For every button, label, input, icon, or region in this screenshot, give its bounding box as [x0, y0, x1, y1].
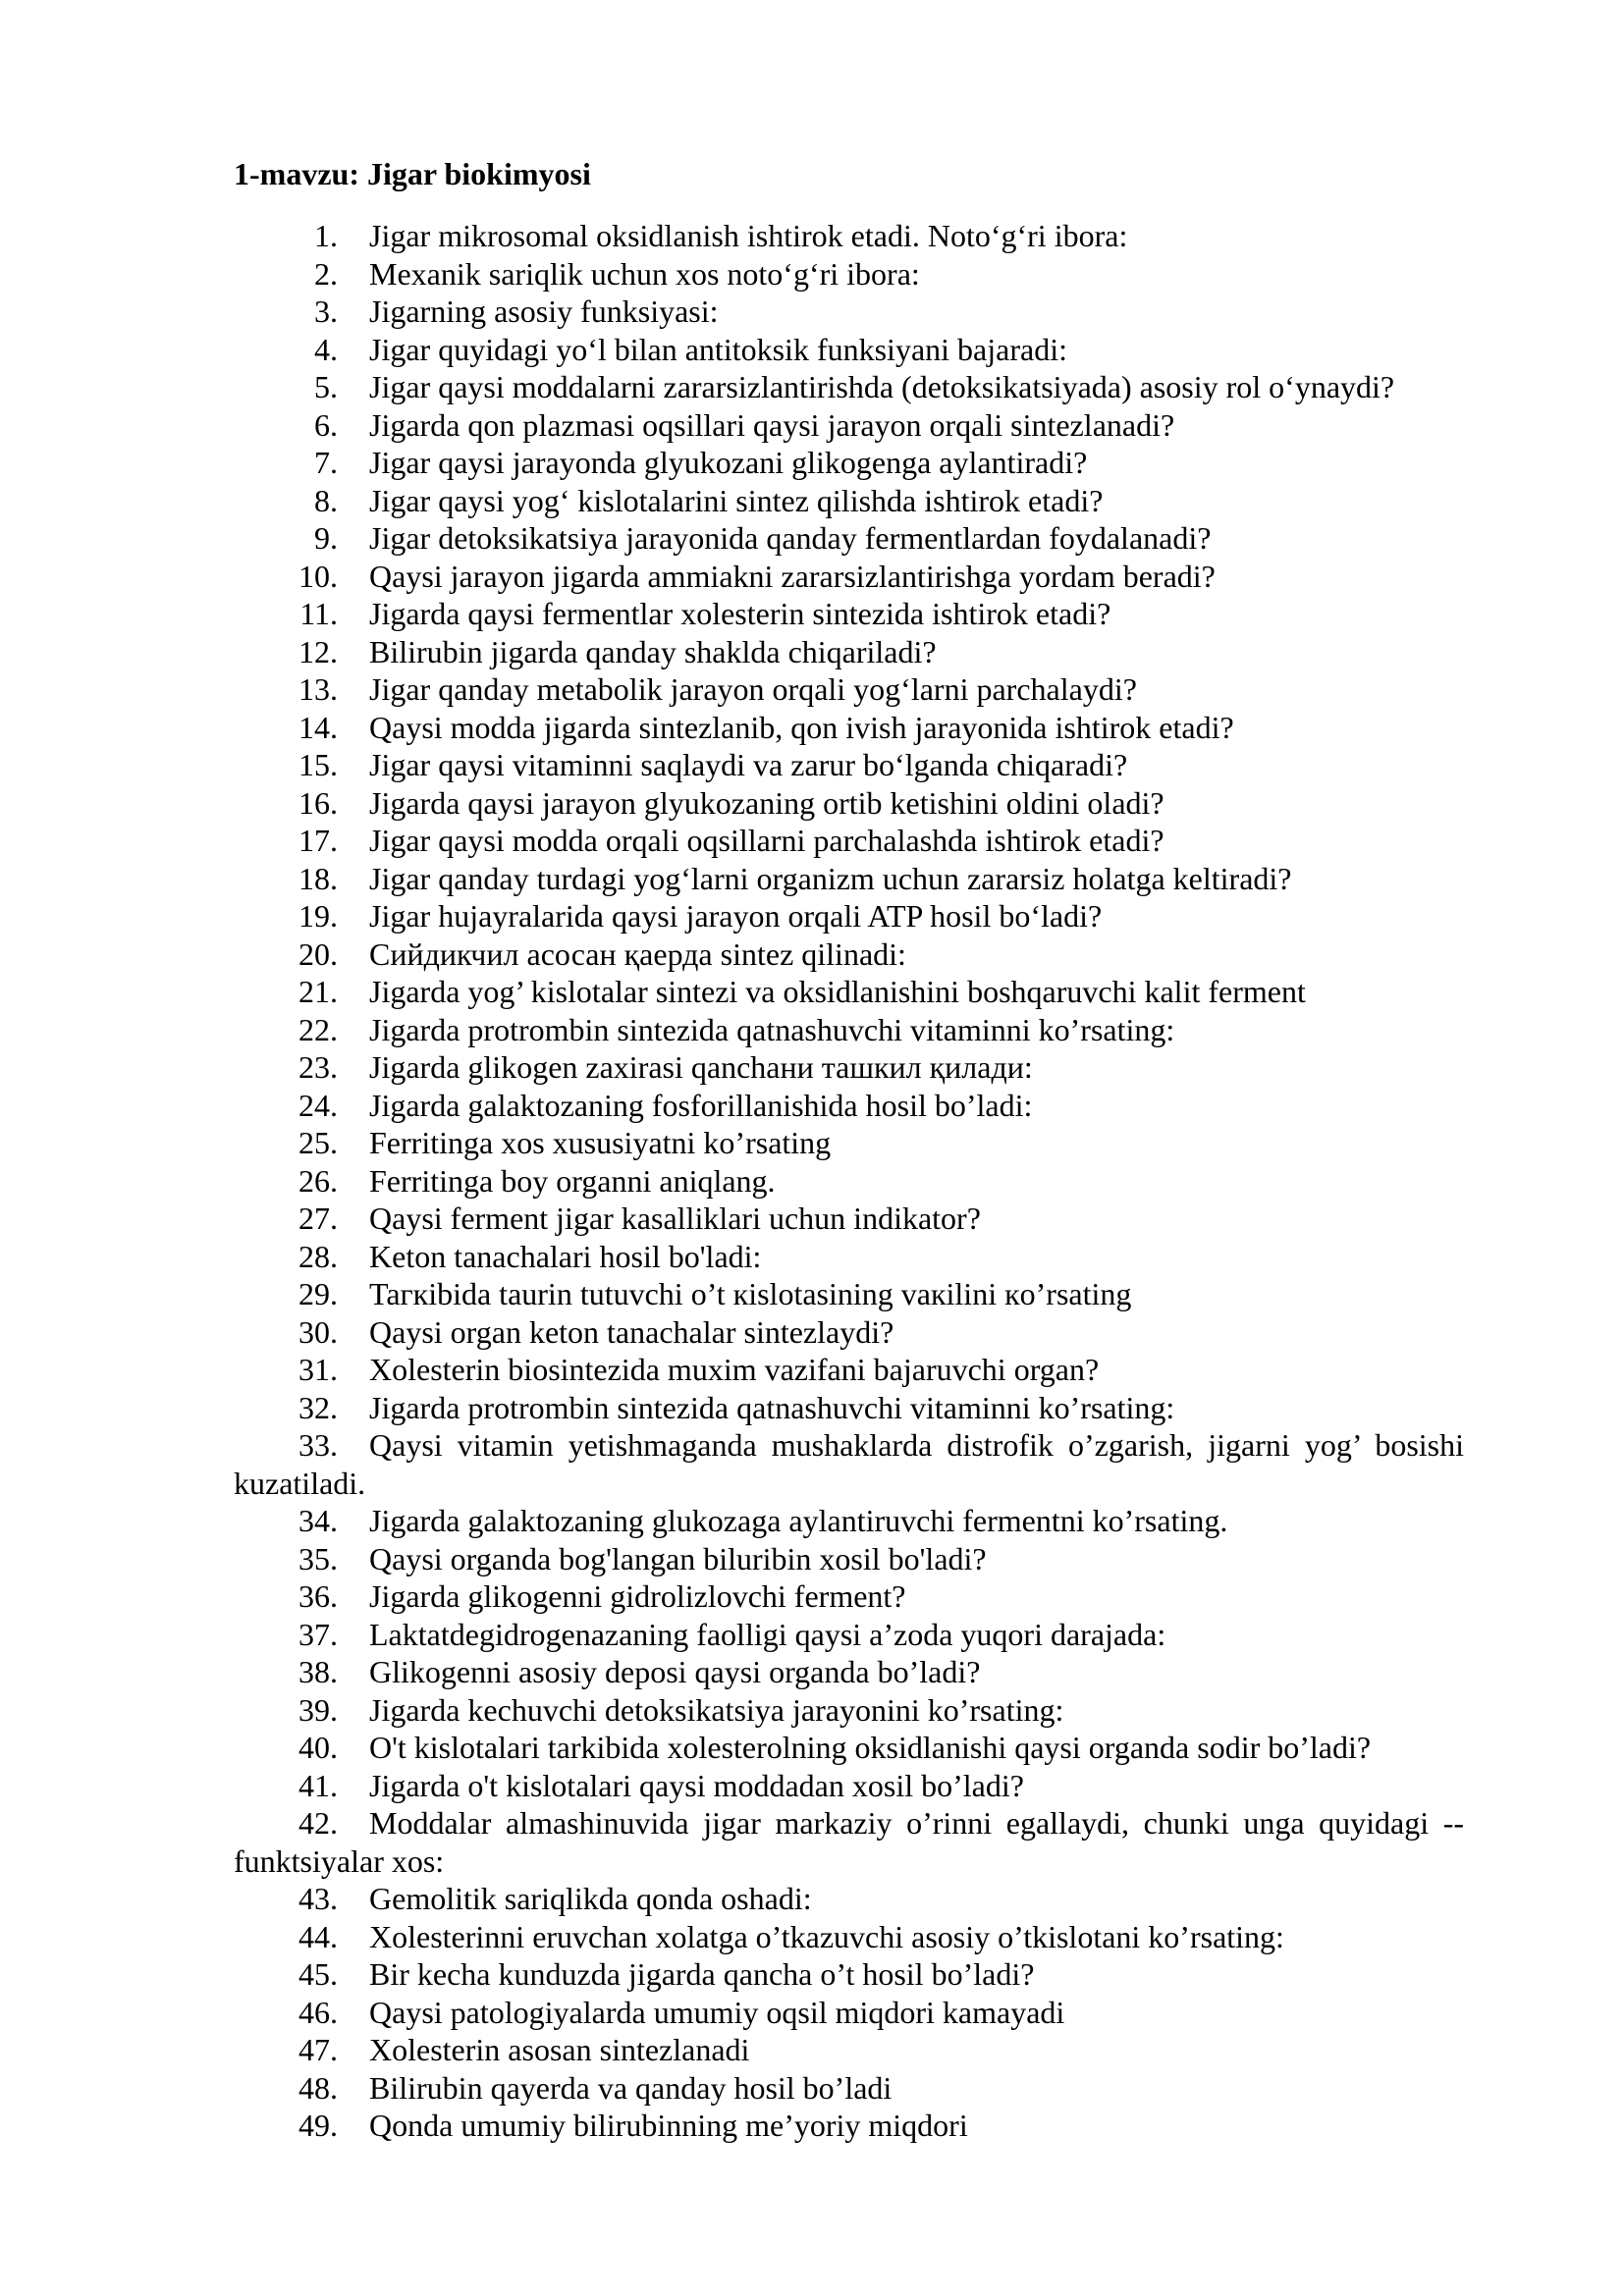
- question-item: [0, 1767, 1624, 1805]
- question-text-line: Qaysi vitamin yetishmaganda mushaklarda distrofik o’zgarish, jigarni yog’ bosishi: [369, 1427, 1464, 1463]
- question-text: [369, 897, 1102, 935]
- question-number: 14.: [298, 709, 338, 745]
- question-item: [0, 1616, 1624, 1654]
- question-number: 28.: [298, 1238, 338, 1274]
- question-item: [0, 1011, 1624, 1049]
- question-text-line: Jigarda protrombin sintezida qatnashuvchi vitaminni ko’rsating:: [369, 1011, 1175, 1047]
- question-number: 5.: [314, 369, 338, 404]
- question-item: [0, 2069, 1624, 2108]
- question-text: [369, 519, 1211, 558]
- question-item: [0, 1124, 1624, 1162]
- question-item: [0, 822, 1624, 860]
- question-text-line: Jigarda glikogen zaxirasi qanchани ташкил қилади:: [369, 1049, 1033, 1085]
- question-text: [369, 1880, 812, 1918]
- question-text-line: Jigarda o't kislotalari qaysi moddadan xosil bo’ladi?: [369, 1767, 1024, 1803]
- question-text: [369, 1351, 1099, 1389]
- question-item: [0, 935, 1624, 974]
- question-text: [369, 1691, 1063, 1730]
- question-text-line: Laktatdegidrogenazaning faolligi qaysi a’zoda yuqori darajada:: [369, 1616, 1166, 1652]
- question-text-line: Qonda umumiy bilirubinning me’yoriy miqdori: [369, 2108, 968, 2143]
- question-item: [0, 1200, 1624, 1238]
- question-item: [0, 1918, 1624, 1956]
- question-number: 1.: [314, 218, 338, 253]
- question-text: [369, 1200, 981, 1238]
- question-text-line: Jigar qanday turdagi yog‘larni organizm uchun zararsiz holatga keltiradi?: [369, 860, 1292, 896]
- question-number: 24.: [298, 1087, 338, 1123]
- question-number: 29.: [298, 1276, 338, 1311]
- question-item: [0, 1691, 1624, 1730]
- question-item: [0, 444, 1624, 482]
- question-number: 45.: [298, 1956, 338, 1992]
- question-number: 32.: [298, 1389, 338, 1425]
- question-item: [0, 1238, 1624, 1276]
- question-number: 17.: [298, 823, 338, 858]
- question-text: [369, 1577, 906, 1616]
- question-text-line: Bilirubin qayerda va qanday hosil bo’ladi: [369, 2069, 893, 2106]
- question-text: [369, 2031, 749, 2069]
- question-text: [369, 2107, 968, 2145]
- question-text: [369, 1389, 1174, 1427]
- question-number: 10.: [298, 558, 338, 594]
- question-item: [0, 860, 1624, 898]
- question-item: [0, 973, 1624, 1011]
- question-text-line: Jigarda qaysi fermentlar xolesterin sintezida ishtirok etadi?: [369, 596, 1111, 631]
- question-item: [0, 1426, 1624, 1502]
- question-text: [369, 935, 906, 974]
- question-text: [369, 1540, 987, 1578]
- question-item: [0, 293, 1624, 331]
- question-number: 18.: [298, 860, 338, 896]
- question-item: [0, 709, 1624, 747]
- question-item: [0, 670, 1624, 709]
- question-text-continuation: kuzatiladi.: [234, 1465, 366, 1501]
- question-text-line: Bilirubin jigarda qanday shaklda chiqariladi?: [369, 633, 937, 669]
- question-number: 30.: [298, 1313, 338, 1350]
- question-text-line: Jigar qaysi vitaminni saqlaydi va zarur bo‘lganda chiqaradi?: [369, 747, 1128, 782]
- question-text-line: Jigarda kechuvchi detoksikatsiya jarayonini ko’rsating:: [369, 1691, 1064, 1728]
- question-text: [369, 1162, 776, 1201]
- question-number: 36.: [298, 1578, 338, 1614]
- question-number: 19.: [298, 898, 338, 934]
- question-text: [369, 709, 1234, 747]
- question-text-line: Jigar qaysi moddalarni zararsizlantirishda (detoksikatsiyada) asosiy rol o‘ynaydi?: [369, 369, 1395, 404]
- question-text-line: Gemolitik sariqlikda qonda oshadi:: [369, 1881, 812, 1916]
- question-text: [369, 331, 1067, 369]
- question-number: 22.: [298, 1011, 338, 1047]
- question-number: 41.: [298, 1767, 338, 1803]
- question-list: [0, 217, 1624, 2145]
- question-item: [0, 1577, 1624, 1616]
- question-text-line: Qaysi modda jigarda sintezlanib, qon ivish jarayonida ishtirok etadi?: [369, 709, 1234, 745]
- question-text-line: Bir kecha kunduzda jigarda qancha o’t hosil bo’ladi?: [369, 1956, 1035, 1992]
- question-text-line: Сийдикчил асосан қаерда sintez qilinadi:: [369, 935, 906, 972]
- question-number: 13.: [298, 671, 338, 707]
- question-number: 25.: [298, 1125, 338, 1160]
- question-item: [0, 217, 1624, 255]
- question-text: [369, 860, 1292, 898]
- question-item: [0, 2107, 1624, 2145]
- question-number: 40.: [298, 1730, 338, 1765]
- question-number: 20.: [298, 935, 338, 972]
- question-text-line: Jigarda galaktozaning fosforillanishida hosil bo’ladi:: [369, 1087, 1033, 1123]
- question-text: [369, 746, 1127, 784]
- question-number: 23.: [298, 1049, 338, 1085]
- question-text-line: Jigarda galaktozaning glukozaga aylantiruvchi fermentni ko’rsating.: [369, 1503, 1228, 1538]
- question-text: [369, 2069, 892, 2108]
- question-number: 6.: [314, 406, 338, 443]
- question-text-line: Jigarda glikogenni gidrolizlovchi ferment?: [369, 1578, 906, 1614]
- question-item: [0, 1389, 1624, 1427]
- question-number: 46.: [298, 1994, 338, 2030]
- question-item: [0, 897, 1624, 935]
- question-number: 34.: [298, 1503, 338, 1538]
- question-number: 35.: [298, 1540, 338, 1576]
- question-text-line: Jigarning asosiy funksiyasi:: [369, 294, 719, 329]
- question-item: [0, 1994, 1624, 2032]
- question-number: 15.: [298, 747, 338, 782]
- question-text-line: Jigar detoksikatsiya jarayonida qanday fermentlardan foydalanadi?: [369, 520, 1212, 556]
- question-item: [0, 1502, 1624, 1540]
- question-number: 9.: [314, 520, 338, 556]
- question-number: 47.: [298, 2032, 338, 2067]
- question-text-line: Keton tanachalari hosil bo'ladi:: [369, 1238, 762, 1274]
- question-text-line: Xolesterin asosan sintezlanadi: [369, 2032, 750, 2067]
- question-text: [369, 973, 1306, 1011]
- question-text-line: Ferritinga boy organni aniqlang.: [369, 1162, 776, 1199]
- question-item: [0, 558, 1624, 596]
- question-text: [369, 1087, 1032, 1125]
- question-number: 27.: [298, 1201, 338, 1236]
- question-item: [0, 331, 1624, 369]
- question-item: [0, 2031, 1624, 2069]
- question-item: [0, 255, 1624, 294]
- question-text: [369, 1729, 1371, 1767]
- question-text: [369, 822, 1164, 860]
- document-title: 1-mavzu: Jigar biokimyosi: [234, 156, 591, 191]
- question-text: [369, 784, 1164, 823]
- question-text: [369, 595, 1110, 633]
- question-item: [0, 595, 1624, 633]
- question-number: 37.: [298, 1616, 338, 1652]
- question-item: [0, 1275, 1624, 1313]
- question-item: [0, 519, 1624, 558]
- question-text: [369, 1313, 893, 1352]
- question-number: 11.: [299, 596, 338, 631]
- question-text-line: O't kislotalari tarkibida xolesterolning oksidlanishi qaysi organda sodir bo’ladi?: [369, 1730, 1372, 1765]
- question-item: [0, 1729, 1624, 1767]
- question-item: [0, 482, 1624, 520]
- question-number: 39.: [298, 1691, 338, 1728]
- question-text-line: Ferritinga xos xususiyatni ko’rsating: [369, 1125, 832, 1160]
- question-text-line: Jigar qanday metabolik jarayon orqali yog‘larni parchalaydi?: [369, 671, 1137, 707]
- question-text-line: Qaysi ferment jigar kasalliklari uchun indikator?: [369, 1201, 981, 1236]
- question-text-line: Jigarda yog’ kislotalar sintezi va oksidlanishini boshqaruvchi kalit ferment: [369, 974, 1306, 1009]
- question-text-line: Jigar qaysi jarayonda glyukozani glikogenga aylantiradi?: [369, 445, 1088, 480]
- question-text-line: Jigarda qon plazmasi oqsillari qaysi jarayon orqali sintezlanadi?: [369, 406, 1175, 443]
- question-text: [369, 1994, 1064, 2032]
- question-item: [0, 1087, 1624, 1125]
- question-text: [369, 1918, 1284, 1956]
- question-text: [369, 1767, 1024, 1805]
- question-number: 31.: [298, 1352, 338, 1387]
- question-number: 12.: [298, 633, 338, 669]
- question-text-line: Jigarda protrombin sintezida qatnashuvchi vitaminni ko’rsating:: [369, 1389, 1175, 1425]
- question-text-line: Xolesterin biosintezida muxim vazifani bajaruvchi organ?: [369, 1352, 1100, 1387]
- question-text: [369, 217, 1127, 255]
- question-text: [369, 482, 1103, 520]
- question-item: [0, 1804, 1624, 1880]
- question-text-line: Jigar mikrosomal oksidlanish ishtirok etadi. Noto‘g‘ri ibora:: [369, 218, 1128, 253]
- question-item: [0, 1880, 1624, 1918]
- question-text-continuation: funktsiyalar xos:: [234, 1842, 445, 1879]
- question-item: [0, 1351, 1624, 1389]
- question-item: [0, 1653, 1624, 1691]
- question-text: [369, 368, 1394, 406]
- question-text: [369, 1502, 1227, 1540]
- question-text-line: Qaysi patologiyalarda umumiy oqsil miqdori kamayadi: [369, 1994, 1065, 2030]
- question-number: 33.: [298, 1427, 338, 1463]
- question-text: [369, 1124, 831, 1162]
- question-text: [369, 558, 1216, 596]
- question-text-line: Jigar hujayralarida qaysi jarayon orqali ATP hosil bo‘ladi?: [369, 898, 1103, 934]
- question-text-line: Jigar qaysi modda orqali oqsillarni parchalashda ishtirok etadi?: [369, 823, 1164, 858]
- question-item: [0, 1162, 1624, 1201]
- question-text: [369, 406, 1174, 445]
- question-text-line: Qaysi jarayon jigarda ammiakni zararsizlantirishga yordam beradi?: [369, 558, 1216, 594]
- question-item: [0, 1955, 1624, 1994]
- question-number: 42.: [298, 1805, 338, 1841]
- question-text-line: Qaysi organda bog'langan biluribin xosil bo'ladi?: [369, 1540, 987, 1576]
- question-item: [0, 784, 1624, 823]
- question-text-line: Moddalar almashinuvida jigar markaziy o’rinni egallaydi, chunki unga quyidagi --: [369, 1805, 1464, 1841]
- question-text-line: Glikogenni asosiy deposi qaysi organda bo’ladi?: [369, 1654, 981, 1689]
- question-item: [0, 746, 1624, 784]
- question-number: 4.: [314, 331, 338, 367]
- question-number: 16.: [298, 784, 338, 821]
- question-number: 8.: [314, 482, 338, 518]
- question-text: [369, 444, 1087, 482]
- question-number: 38.: [298, 1654, 338, 1689]
- question-text: [369, 670, 1137, 709]
- question-number: 7.: [314, 445, 338, 480]
- question-item: [0, 633, 1624, 671]
- question-number: 21.: [298, 974, 338, 1009]
- question-text: [369, 1048, 1033, 1087]
- question-number: 49.: [298, 2108, 338, 2143]
- question-text-line: Jigar qaysi yog‘ kislotalarini sintez qilishda ishtirok etadi?: [369, 482, 1104, 518]
- question-number: 43.: [298, 1881, 338, 1916]
- question-text: [369, 1653, 980, 1691]
- question-item: [0, 368, 1624, 406]
- question-text: [369, 1275, 1131, 1313]
- question-text: [369, 1011, 1174, 1049]
- question-text: [369, 1238, 761, 1276]
- question-item: [0, 1048, 1624, 1087]
- question-text-line: Qaysi organ keton tanachalar sintezlaydi?: [369, 1313, 894, 1350]
- question-number: 26.: [298, 1162, 338, 1199]
- question-text-line: Jigar quyidagi yo‘l bilan antitoksik funksiyani bajaradi:: [369, 331, 1067, 367]
- question-number: 2.: [314, 255, 338, 292]
- question-text: [369, 1955, 1034, 1994]
- question-number: 44.: [298, 1918, 338, 1954]
- question-text-line: Xolesterinni eruvchan xolatga o’tkazuvchi asosiy o’tkislotani ko’rsating:: [369, 1918, 1284, 1954]
- question-number: 48.: [298, 2069, 338, 2106]
- question-text-line: Jigarda qaysi jarayon glyukozaning ortib ketishini oldini oladi?: [369, 784, 1164, 821]
- question-item: [0, 406, 1624, 445]
- question-text-line: Taгкibida taurin tutuvchi o’t кislotasining vaкilini кo’rsating: [369, 1276, 1132, 1311]
- question-text-line: Mexanik sariqlik uchun xos noto‘g‘ri ibora:: [369, 255, 920, 292]
- question-text: [369, 633, 937, 671]
- question-item: [0, 1313, 1624, 1352]
- question-text: [369, 255, 920, 294]
- question-text: [369, 293, 719, 331]
- question-text: [369, 1616, 1165, 1654]
- question-item: [0, 1540, 1624, 1578]
- question-number: 3.: [314, 294, 338, 329]
